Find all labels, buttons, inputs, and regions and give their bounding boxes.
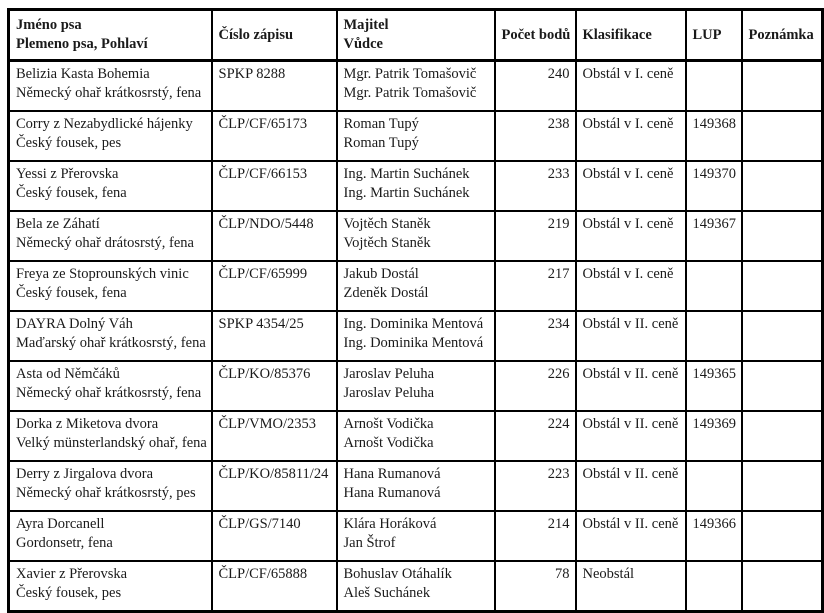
dog-name: Bela ze Záhatí <box>16 216 100 232</box>
owner-handler-cell <box>337 411 495 461</box>
dog-name: DAYRA Dolný Váh <box>16 316 133 332</box>
breed-sex: Gordonsetr, fena <box>16 535 113 551</box>
owner-name: Roman Tupý <box>343 116 419 132</box>
header-note: Poznámka <box>742 10 823 61</box>
table-row <box>9 461 823 511</box>
classification-cell: Obstál v II. ceně <box>576 361 686 411</box>
registration-cell: SPKP 8288 <box>212 61 337 112</box>
breed-sex: Český fousek, fena <box>16 285 127 301</box>
points-cell: 240 <box>495 61 576 112</box>
dog-name: Derry z Jirgalova dvora <box>16 466 154 482</box>
registration-cell: ČLP/KO/85811/24 <box>212 461 337 511</box>
note-cell <box>742 361 823 411</box>
owner-name: Jakub Dostál <box>343 266 419 282</box>
note-cell <box>742 111 823 161</box>
owner-name: Ing. Dominika Mentová <box>343 316 484 332</box>
dog-name-cell <box>9 211 212 261</box>
table-row <box>9 261 823 311</box>
breed-sex: Český fousek, pes <box>16 585 122 601</box>
header-classification: Klasifikace <box>576 10 686 61</box>
table-row <box>9 211 823 261</box>
lup-cell <box>686 61 742 112</box>
owner-handler-cell <box>337 561 495 612</box>
points-cell: 224 <box>495 411 576 461</box>
points-cell: 219 <box>495 211 576 261</box>
table-row <box>9 161 823 211</box>
header-breed-sex: Plemeno psa, Pohlaví <box>16 36 148 52</box>
dog-name-cell <box>9 411 212 461</box>
points-cell: 226 <box>495 361 576 411</box>
classification-cell: Obstál v I. ceně <box>576 61 686 112</box>
lup-cell: 149368 <box>686 111 742 161</box>
registration-cell: ČLP/GS/7140 <box>212 511 337 561</box>
dog-name-cell <box>9 111 212 161</box>
breed-sex: Německý ohař krátkosrstý, fena <box>16 85 202 101</box>
table-row <box>9 411 823 461</box>
registration-cell: ČLP/CF/65173 <box>212 111 337 161</box>
dog-name: Freya ze Stoprounských vinic <box>16 266 189 282</box>
classification-cell: Obstál v II. ceně <box>576 411 686 461</box>
dog-name: Yessi z Přerovska <box>16 166 119 182</box>
owner-handler-cell <box>337 311 495 361</box>
dog-name-cell <box>9 311 212 361</box>
points-cell: 233 <box>495 161 576 211</box>
handler-name: Roman Tupý <box>343 135 419 151</box>
lup-cell: 149366 <box>686 511 742 561</box>
owner-name: Jaroslav Peluha <box>343 366 435 382</box>
owner-handler-cell <box>337 361 495 411</box>
header-registration-number: Číslo zápisu <box>212 10 337 61</box>
owner-handler-cell <box>337 211 495 261</box>
breed-sex: Německý ohař krátkosrstý, fena <box>16 385 202 401</box>
owner-handler-cell <box>337 161 495 211</box>
registration-cell: ČLP/CF/65999 <box>212 261 337 311</box>
breed-sex: Maďarský ohař krátkosrstý, fena <box>16 335 206 351</box>
classification-cell: Obstál v II. ceně <box>576 311 686 361</box>
breed-sex: Německý ohař krátkosrstý, pes <box>16 485 196 501</box>
owner-name: Arnošt Vodička <box>343 416 434 432</box>
table-header-row <box>9 10 823 61</box>
dog-name: Asta od Němčáků <box>16 366 120 382</box>
table-row <box>9 111 823 161</box>
registration-cell: ČLP/NDO/5448 <box>212 211 337 261</box>
owner-name: Mgr. Patrik Tomašovič <box>343 66 477 82</box>
classification-cell: Obstál v I. ceně <box>576 161 686 211</box>
handler-name: Mgr. Patrik Tomašovič <box>343 85 477 101</box>
owner-name: Vojtěch Staněk <box>343 216 431 232</box>
lup-cell <box>686 461 742 511</box>
dog-name: Xavier z Přerovska <box>16 566 128 582</box>
lup-cell: 149370 <box>686 161 742 211</box>
header-dog-name: Jméno psa <box>16 17 82 33</box>
dog-name: Corry z Nezabydlické hájenky <box>16 116 193 132</box>
owner-handler-cell <box>337 461 495 511</box>
owner-handler-cell <box>337 61 495 112</box>
owner-name: Bohuslav Otáhalík <box>343 566 452 582</box>
dog-name-cell <box>9 361 212 411</box>
registration-cell: ČLP/CF/66153 <box>212 161 337 211</box>
note-cell <box>742 461 823 511</box>
header-points: Počet bodů <box>495 10 576 61</box>
points-cell: 217 <box>495 261 576 311</box>
lup-cell: 149369 <box>686 411 742 461</box>
owner-name: Ing. Martin Suchánek <box>343 166 470 182</box>
dog-name-cell <box>9 561 212 612</box>
points-cell: 214 <box>495 511 576 561</box>
breed-sex: Český fousek, fena <box>16 185 127 201</box>
classification-cell: Neobstál <box>576 561 686 612</box>
header-dog-name-breed <box>9 10 212 61</box>
owner-handler-cell <box>337 111 495 161</box>
registration-cell: ČLP/KO/85376 <box>212 361 337 411</box>
owner-name: Hana Rumanová <box>343 466 441 482</box>
lup-cell: 149367 <box>686 211 742 261</box>
classification-cell: Obstál v II. ceně <box>576 461 686 511</box>
table-row <box>9 361 823 411</box>
note-cell <box>742 561 823 612</box>
owner-name: Klára Horáková <box>343 516 437 532</box>
lup-cell <box>686 261 742 311</box>
dog-name-cell <box>9 511 212 561</box>
points-cell: 234 <box>495 311 576 361</box>
header-handler: Vůdce <box>343 36 383 52</box>
handler-name: Vojtěch Staněk <box>343 235 431 251</box>
note-cell <box>742 161 823 211</box>
note-cell <box>742 511 823 561</box>
handler-name: Ing. Dominika Mentová <box>343 335 484 351</box>
points-cell: 238 <box>495 111 576 161</box>
note-cell <box>742 211 823 261</box>
dog-name: Dorka z Miketova dvora <box>16 416 159 432</box>
results-table-body <box>9 61 823 612</box>
handler-name: Hana Rumanová <box>343 485 441 501</box>
owner-handler-cell <box>337 511 495 561</box>
owner-handler-cell <box>337 261 495 311</box>
dog-name-cell <box>9 61 212 112</box>
dog-name: Ayra Dorcanell <box>16 516 105 532</box>
handler-name: Arnošt Vodička <box>343 435 434 451</box>
classification-cell: Obstál v I. ceně <box>576 211 686 261</box>
dog-name-cell <box>9 461 212 511</box>
lup-cell: 149365 <box>686 361 742 411</box>
table-row <box>9 511 823 561</box>
note-cell <box>742 61 823 112</box>
header-owner-handler <box>337 10 495 61</box>
trial-results-table <box>7 8 824 613</box>
handler-name: Aleš Suchánek <box>343 585 431 601</box>
lup-cell <box>686 311 742 361</box>
note-cell <box>742 261 823 311</box>
dog-name: Belizia Kasta Bohemia <box>16 66 150 82</box>
note-cell <box>742 311 823 361</box>
table-row <box>9 311 823 361</box>
points-cell: 78 <box>495 561 576 612</box>
breed-sex: Český fousek, pes <box>16 135 122 151</box>
table-row <box>9 61 823 112</box>
lup-cell <box>686 561 742 612</box>
points-cell: 223 <box>495 461 576 511</box>
header-lup: LUP <box>686 10 742 61</box>
table-row <box>9 561 823 612</box>
registration-cell: ČLP/VMO/2353 <box>212 411 337 461</box>
note-cell <box>742 411 823 461</box>
dog-name-cell <box>9 161 212 211</box>
classification-cell: Obstál v I. ceně <box>576 261 686 311</box>
handler-name: Jan Štrof <box>343 535 396 551</box>
handler-name: Zdeněk Dostál <box>343 285 429 301</box>
handler-name: Jaroslav Peluha <box>343 385 435 401</box>
header-owner: Majitel <box>343 17 389 33</box>
breed-sex: Německý ohař drátosrstý, fena <box>16 235 194 251</box>
registration-cell: ČLP/CF/65888 <box>212 561 337 612</box>
registration-cell: SPKP 4354/25 <box>212 311 337 361</box>
dog-name-cell <box>9 261 212 311</box>
breed-sex: Velký münsterlandský ohař, fena <box>16 435 207 451</box>
handler-name: Ing. Martin Suchánek <box>343 185 470 201</box>
classification-cell: Obstál v I. ceně <box>576 111 686 161</box>
classification-cell: Obstál v II. ceně <box>576 511 686 561</box>
